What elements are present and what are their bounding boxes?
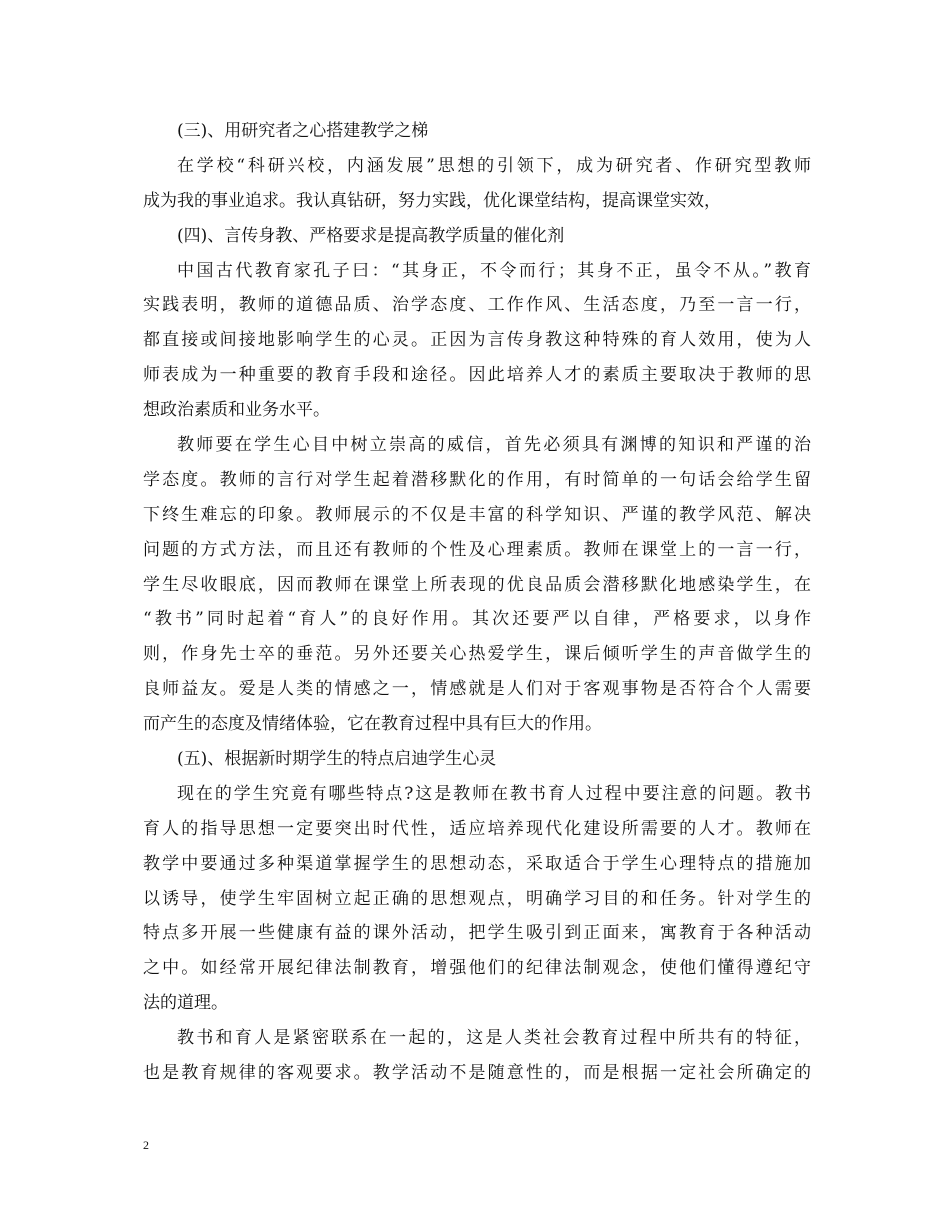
text-line: 教师要在学生心目中树立崇高的威信，首先必须具有渊博的知识和严谨的治 [177,435,811,456]
page-number: 2 [143,1138,149,1152]
text-line: “教书”同时起着“育人”的良好作用。其次还要严以自律，严格要求，以身作 [143,609,811,630]
text-line: 学生尽收眼底，因而教师在课堂上所表现的优良品质会潜移默化地感染学生，在 [143,574,811,595]
text-line: 下终生难忘的印象。教师展示的不仅是丰富的科学知识、严谨的教学风范、解决 [143,504,811,525]
text-line: 在学校“科研兴校，内涵发展”思想的引领下，成为研究者、作研究型教师 [177,155,811,176]
text-line: 教学中要通过多种渠道掌握学生的思想动态，采取适合于学生心理特点的措施加 [143,853,811,874]
text-line: 师表成为一种重要的教育手段和途径。因此培养人才的素质主要取决于教师的思 [143,365,811,386]
text-line: 成为我的事业追求。我认真钻研，努力实践，优化课堂结构，提高课堂实效， [143,190,721,211]
text-line: 特点多开展一些健康有益的课外活动，把学生吸引到正面来，寓教育于各种活动 [143,923,811,944]
document-body [143,114,811,1091]
text-line: 之中。如经常开展纪律法制教育，增强他们的纪律法制观念，使他们懂得遵纪守 [143,958,811,979]
text-line: 也是教育规律的客观要求。教学活动不是随意性的，而是根据一定社会所确定的 [143,1063,811,1084]
text-line: (三)、用研究者之心搭建教学之梯 [177,121,429,141]
text-line: 现在的学生究竟有哪些特点?这是教师在教书育人过程中要注意的问题。教书 [177,783,811,804]
text-line: (四)、言传身教、严格要求是提高教学质量的催化剂 [177,225,565,246]
text-line: 则，作身先士卒的垂范。另外还要关心热爱学生，课后倾听学生的声音做学生的 [143,644,811,665]
text-line: 都直接或间接地影响学生的心灵。正因为言传身教这种特殊的育人效用，使为人 [143,330,811,351]
text-line: 而产生的态度及情绪体验，它在教育过程中具有巨大的作用。 [143,714,602,735]
text-line: 中国古代教育家孔子曰：“其身正，不令而行；其身不正，虽令不从。”教育 [177,260,811,281]
text-line: 以诱导，使学生牢固树立起正确的思想观点，明确学习目的和任务。针对学生的 [143,888,811,909]
text-line: 想政治素质和业务水平。 [143,400,330,421]
text-line: 法的道理。 [143,993,228,1014]
text-line: 问题的方式方法，而且还有教师的个性及心理素质。教师在课堂上的一言一行， [143,539,811,560]
text-line: 良师益友。爱是人类的情感之一，情感就是人们对于客观事物是否符合个人需要 [143,679,811,700]
text-line: 教书和育人是紧密联系在一起的，这是人类社会教育过程中所共有的特征， [177,1028,811,1049]
text-line: 育人的指导思想一定要突出时代性，适应培养现代化建设所需要的人才。教师在 [143,818,811,839]
text-line: (五)、根据新时期学生的特点启迪学生心灵 [177,749,497,770]
text-line: 实践表明，教师的道德品质、治学态度、工作作风、生活态度，乃至一言一行， [143,295,811,316]
text-line: 学态度。教师的言行对学生起着潜移默化的作用，有时简单的一句话会给学生留 [143,469,811,490]
